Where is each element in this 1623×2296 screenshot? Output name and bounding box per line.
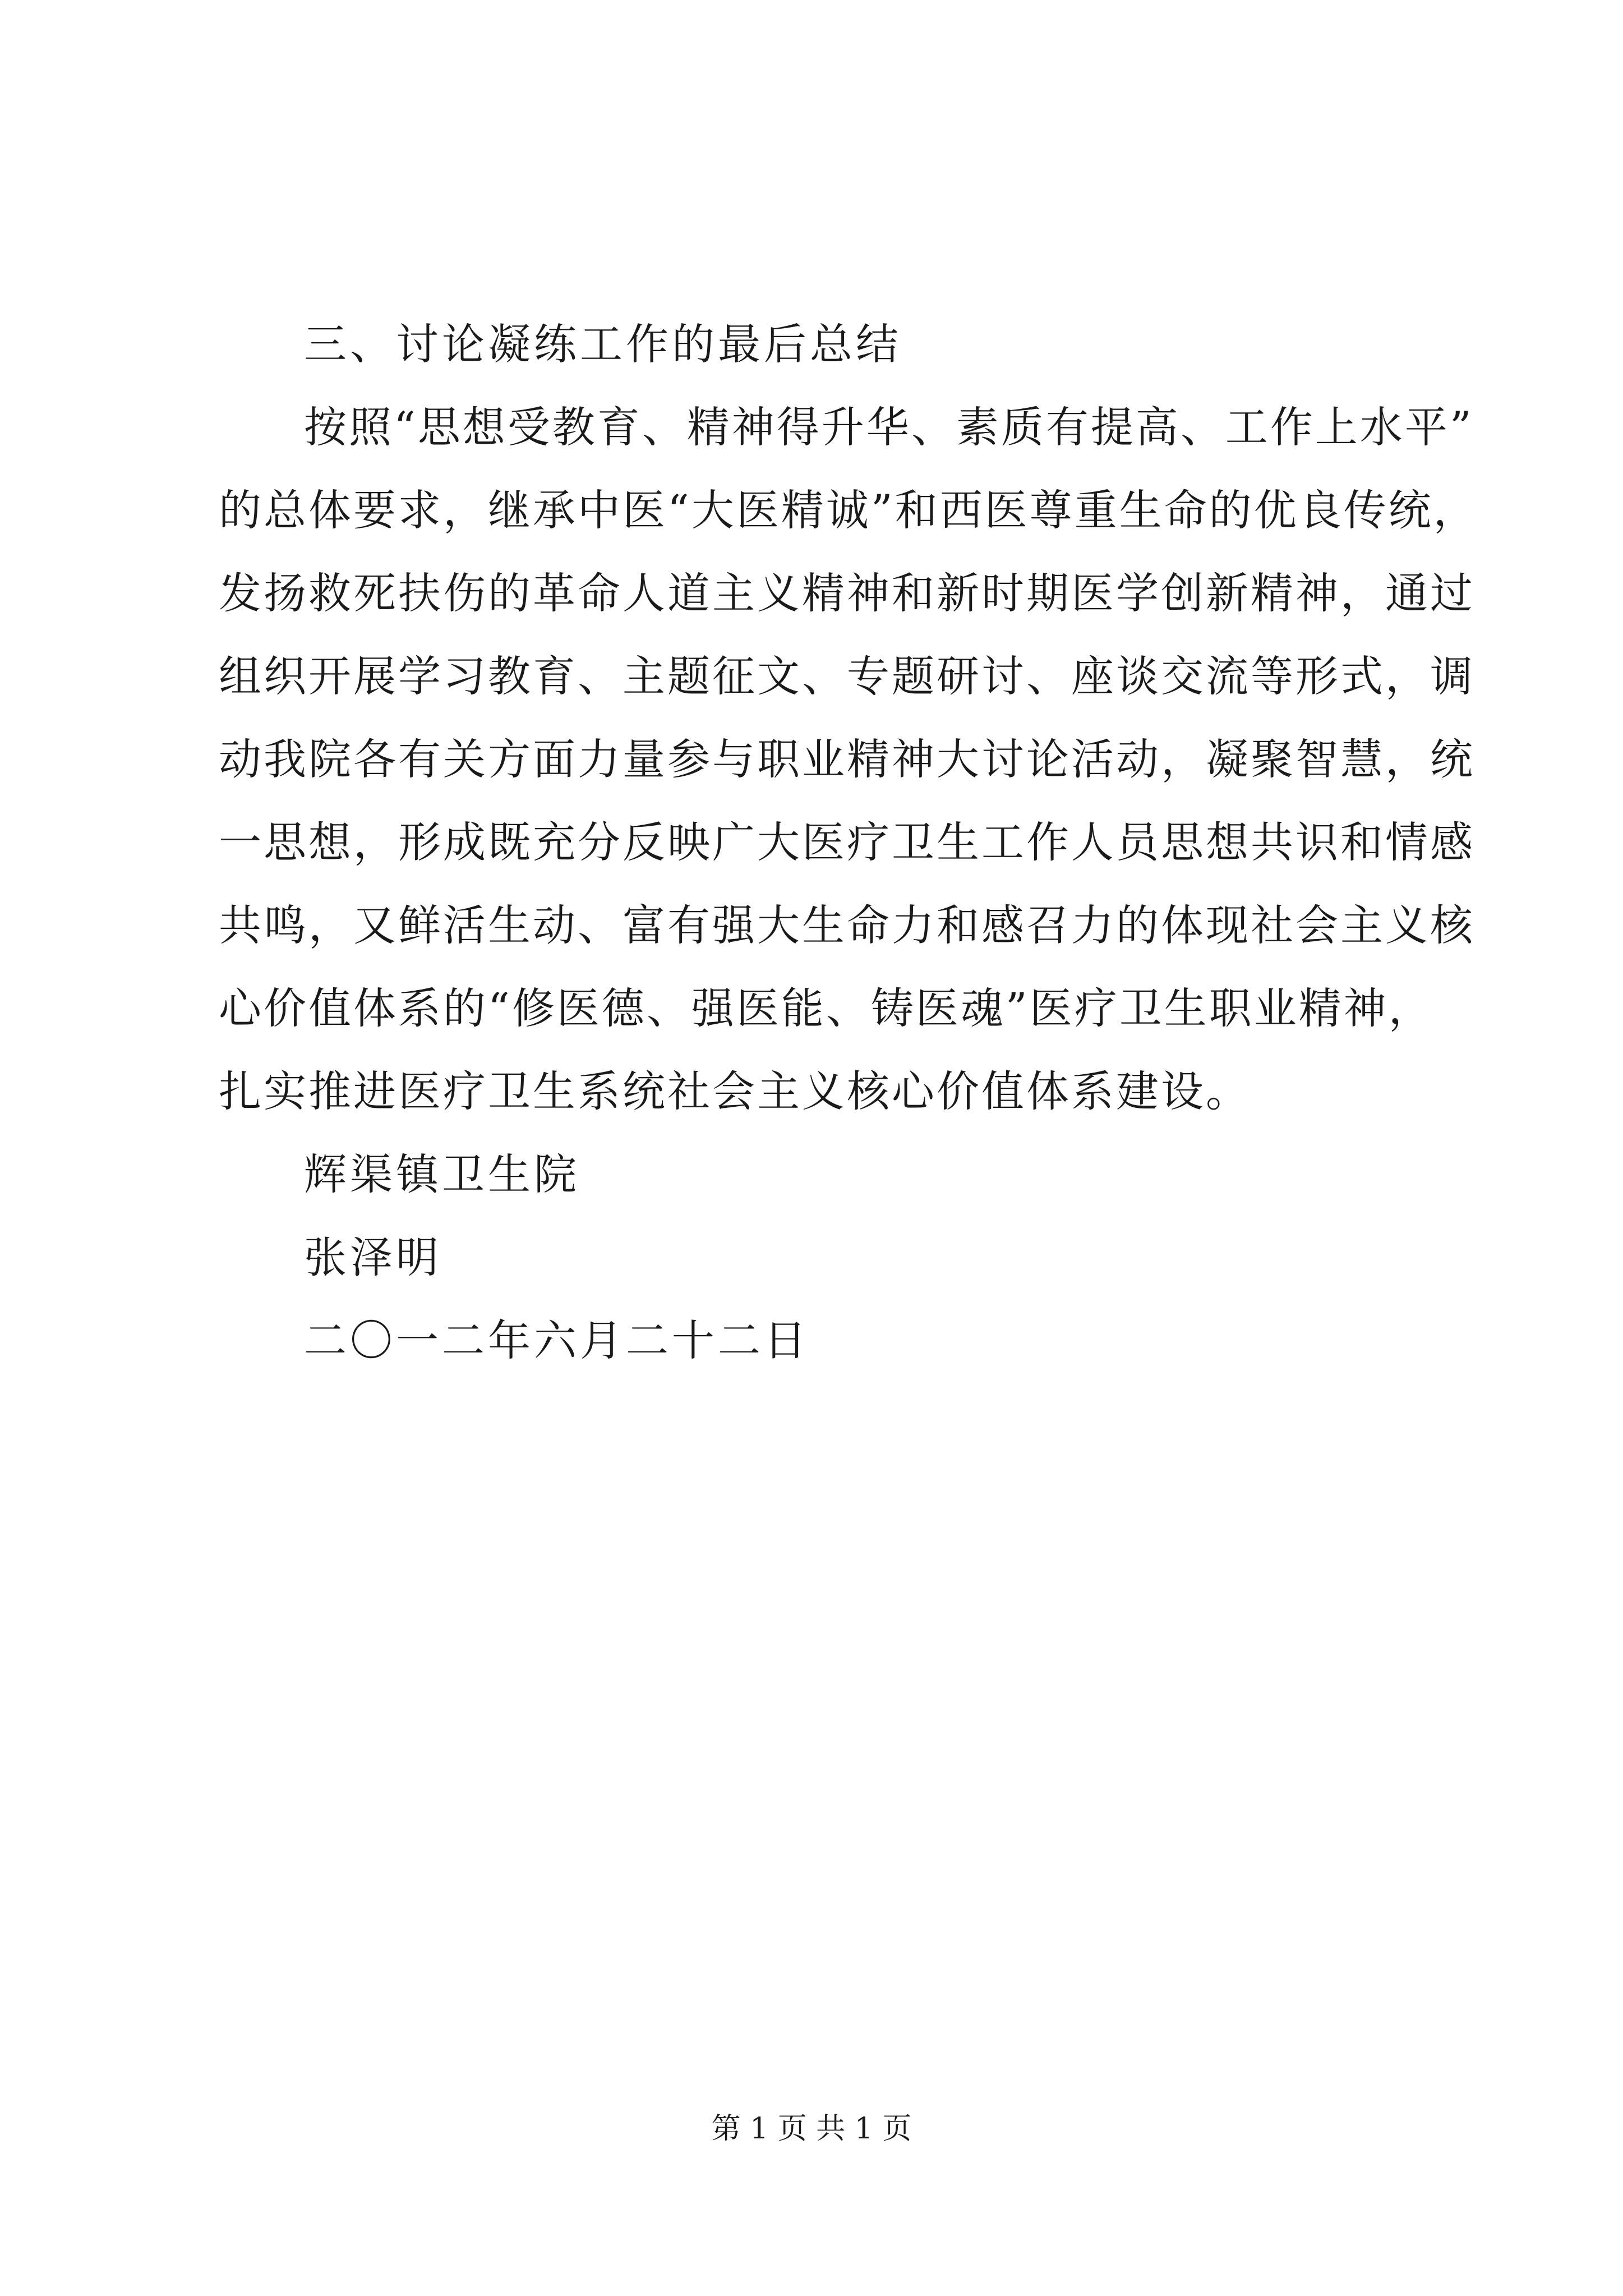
paragraph-line-2: 的总体要求，继承中医“大医精诚”和西医尊重生命的优良传统， [219, 485, 1478, 535]
author-name: 张泽明 [304, 1232, 442, 1282]
document-date: 二〇一二年六月二十二日 [304, 1315, 810, 1365]
paragraph-line-5: 动我院各有关方面力量参与职业精神大讨论活动，凝聚智慧，统 [219, 734, 1475, 784]
paragraph-line-9: 扎实推进医疗卫生系统社会主义核心价值体系建设。 [219, 1066, 1251, 1116]
paragraph-line-4: 组织开展学习教育、主题征文、专题研讨、座谈交流等形式，调 [219, 651, 1475, 701]
paragraph-line-8: 心价值体系的“修医德、强医能、铸医魂”医疗卫生职业精神， [219, 983, 1433, 1033]
paragraph-line-6: 一思想，形成既充分反映广大医疗卫生工作人员思想共识和情感 [219, 817, 1475, 867]
paragraph-line-3: 发扬救死扶伤的革命人道主义精神和新时期医学创新精神，通过 [219, 568, 1475, 618]
organization-name: 辉渠镇卫生院 [304, 1149, 580, 1199]
paragraph-line-1: 按照“思想受教育、精神得升华、素质有提高、工作上水平” [304, 402, 1474, 452]
document-body [219, 303, 1478, 1382]
paragraph-line-7: 共鸣，又鲜活生动、富有强大生命力和感召力的体现社会主义核 [219, 900, 1475, 950]
page-footer: 第 1 页 共 1 页 [711, 2112, 912, 2146]
section-heading: 三、讨论凝练工作的最后总结 [304, 319, 902, 369]
